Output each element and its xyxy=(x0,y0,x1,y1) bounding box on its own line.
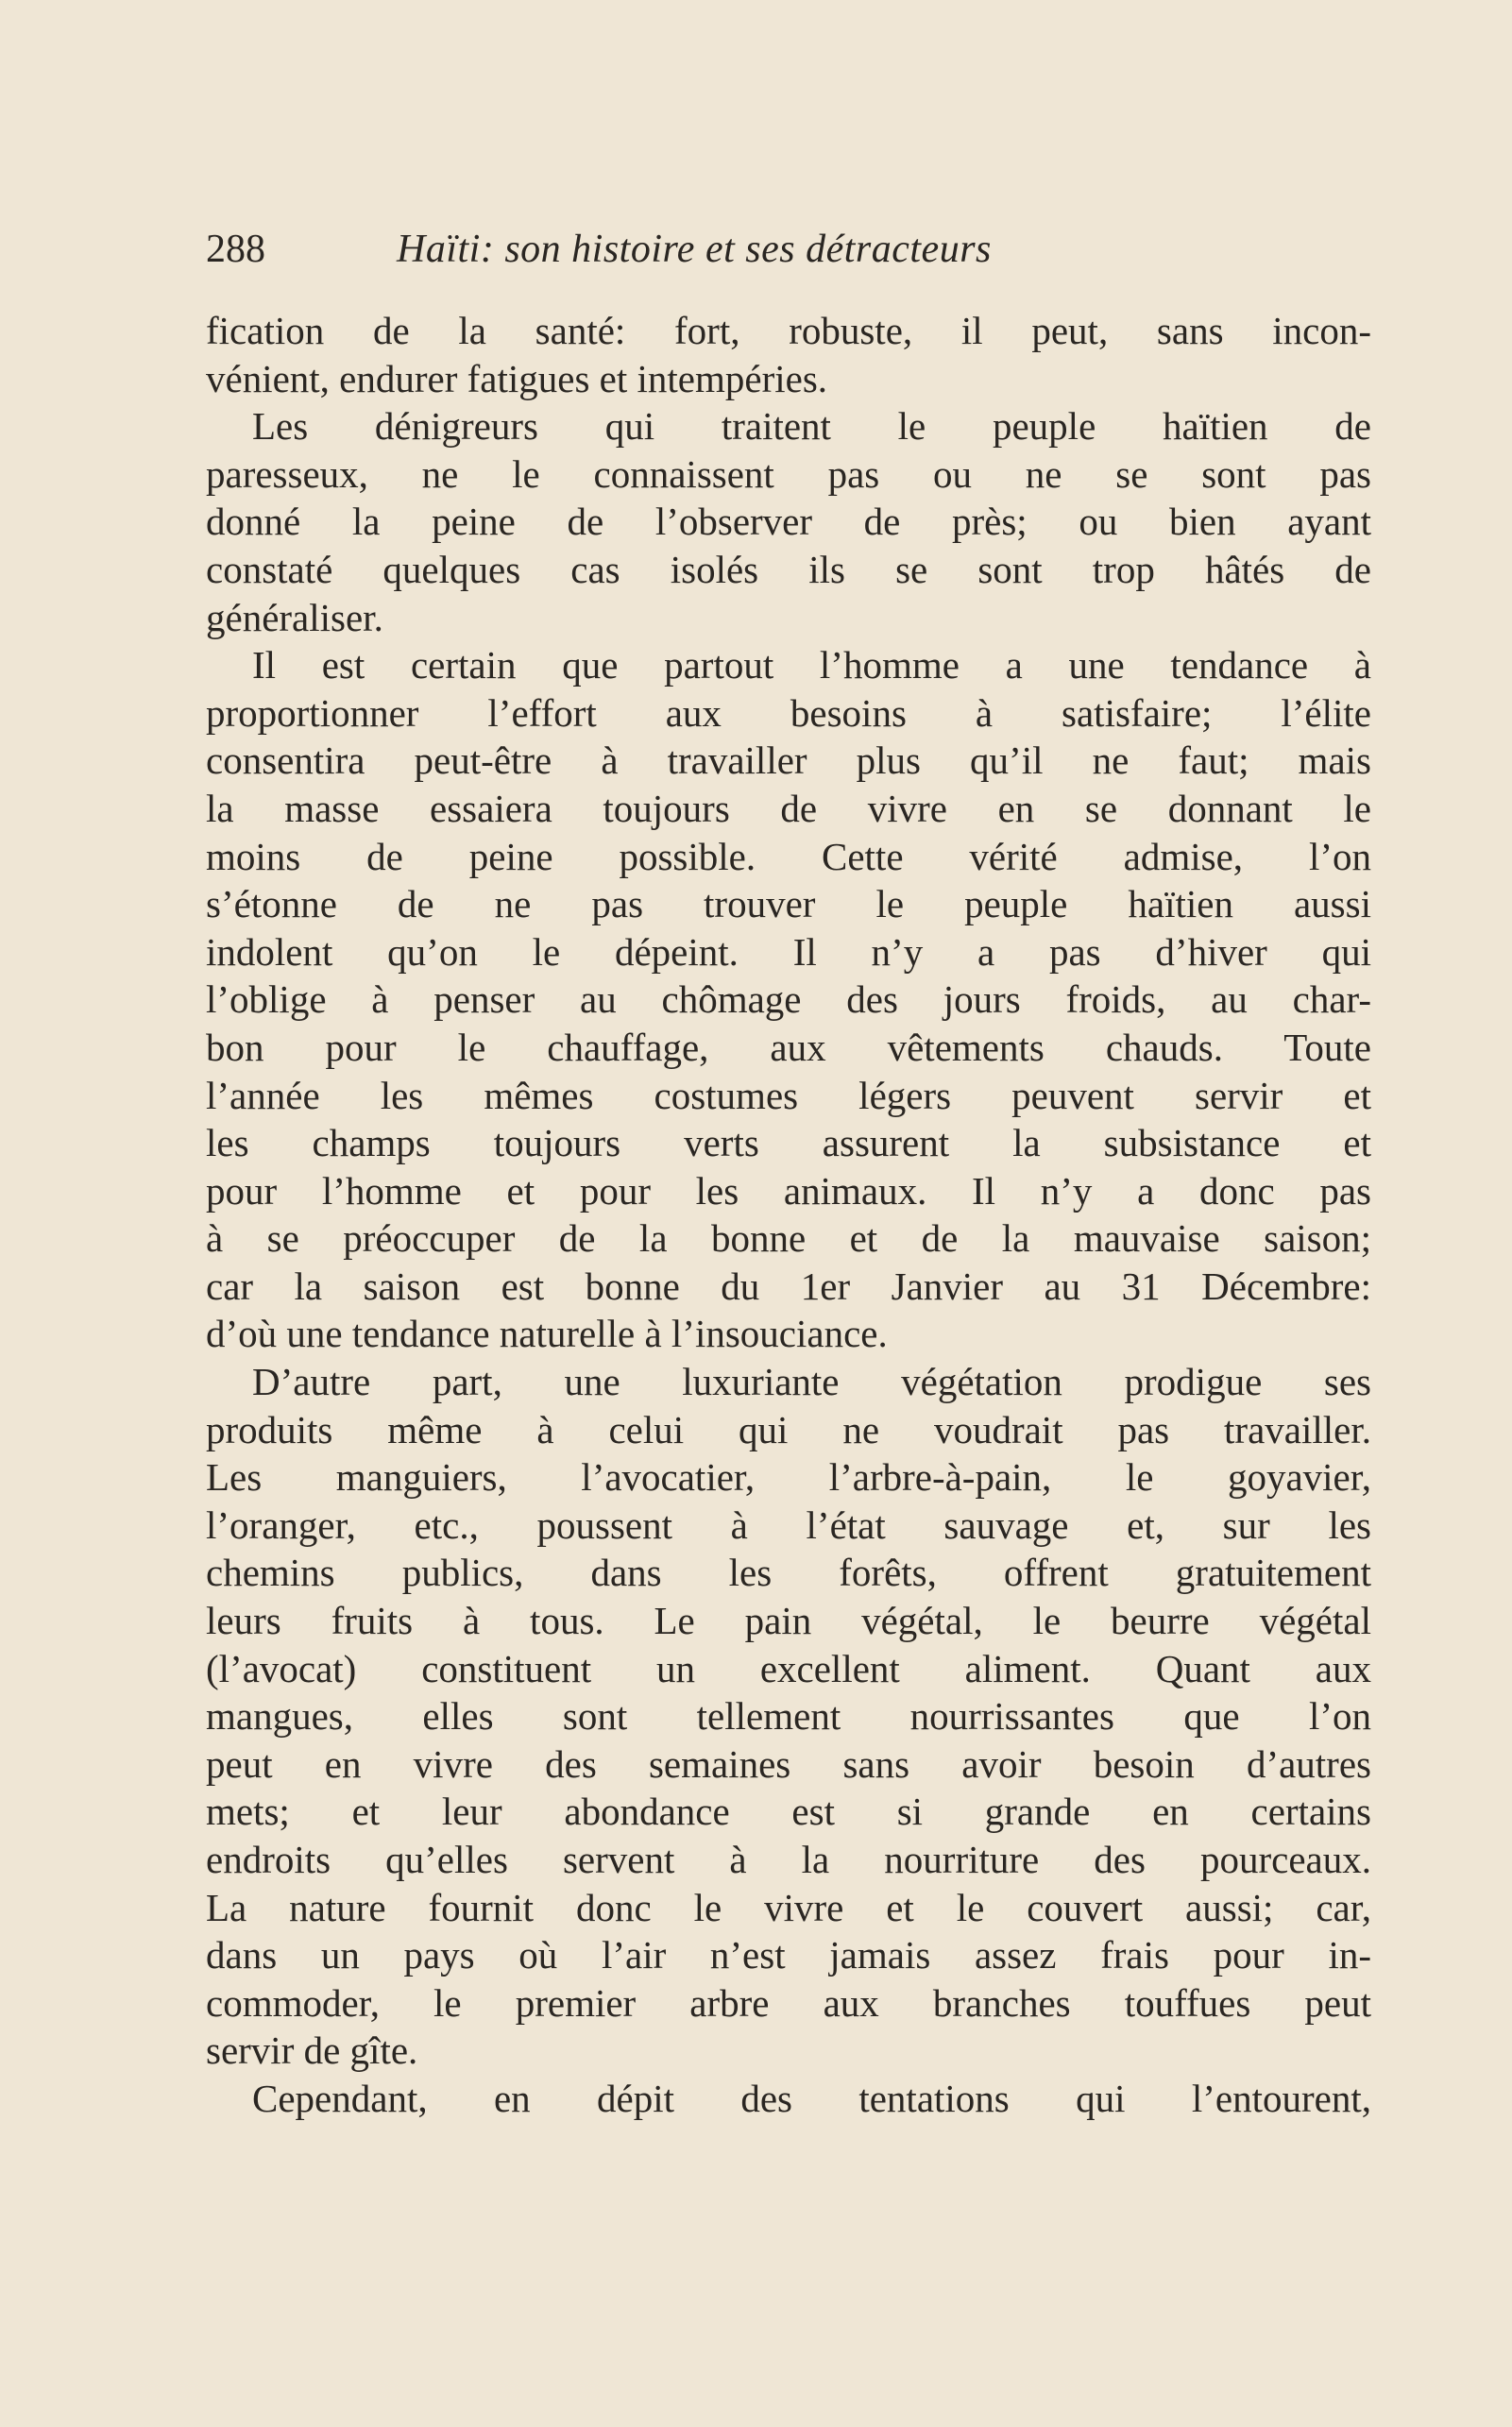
text-line-content: produits même à celui qui ne voudrait pas travailler. xyxy=(206,1407,1371,1451)
text-line xyxy=(206,1597,1371,1645)
text-line-content: D’autre part, une luxuriante végétation prodigue ses xyxy=(252,1360,1371,1404)
text-line-content: d’où une tendance naturelle à l’insouciance. xyxy=(206,1312,888,1356)
text-line xyxy=(206,1884,1371,1932)
text-line xyxy=(206,1788,1371,1836)
text-line-content: l’oblige à penser au chômage des jours froids, au char- xyxy=(206,977,1371,1022)
text-line xyxy=(206,307,1371,355)
text-line xyxy=(206,1072,1371,1120)
text-line xyxy=(206,1740,1371,1789)
text-line xyxy=(206,1024,1371,1072)
text-line xyxy=(206,1645,1371,1693)
text-line-content: l’année les mêmes costumes légers peuvent servir et xyxy=(206,1073,1371,1117)
text-line-content: l’oranger, etc., poussent à l’état sauvage et, sur les xyxy=(206,1502,1371,1547)
text-line-content: consentira peut-être à travailler plus qu’il ne faut; mais xyxy=(206,738,1371,783)
text-line xyxy=(206,1549,1371,1597)
text-line xyxy=(206,1263,1371,1311)
running-title: Haïti: son histoire et ses détracteurs xyxy=(397,228,992,271)
text-line xyxy=(206,641,1371,689)
text-line xyxy=(206,2027,1371,2075)
text-line xyxy=(206,1453,1371,1502)
text-line xyxy=(206,1358,1371,1406)
text-line-content: servir de gîte. xyxy=(206,2028,418,2073)
text-line-content: paresseux, ne le connaissent pas ou ne se sont pas xyxy=(206,451,1371,496)
text-line-content: moins de peine possible. Cette vérité admise, l’on xyxy=(206,834,1371,878)
text-line-content: proportionner l’effort aux besoins à satisfaire; l’élite xyxy=(206,690,1371,735)
text-line-content: mets; et leur abondance est si grande en certains xyxy=(206,1790,1371,1834)
text-line-content: donné la peine de l’observer de près; ou bien ayant xyxy=(206,500,1371,544)
text-line-content: La nature fournit donc le vivre et le couvert aussi; car, xyxy=(206,1885,1371,1929)
text-line-content: endroits qu’elles servent à la nourriture des pourceaux. xyxy=(206,1838,1371,1881)
text-line-content: bon pour le chauffage, aux vêtements chauds. Toute xyxy=(206,1025,1371,1069)
text-line xyxy=(206,450,1371,499)
text-line xyxy=(206,1979,1371,2028)
text-line xyxy=(206,976,1371,1024)
text-line xyxy=(206,402,1371,450)
text-line xyxy=(206,689,1371,738)
text-line-content: commoder, le premier arbre aux branches touffues peut xyxy=(206,1980,1371,2025)
text-line-content: constaté quelques cas isolés ils se sont trop hâtés de xyxy=(206,547,1371,591)
text-line xyxy=(206,1692,1371,1740)
text-line xyxy=(206,1119,1371,1167)
text-line xyxy=(206,1310,1371,1358)
text-line-content: les champs toujours verts assurent la subsistance et xyxy=(206,1121,1371,1165)
text-line xyxy=(206,1836,1371,1884)
text-line-content: chemins publics, dans les forêts, offrent gratuitement xyxy=(206,1551,1371,1595)
text-line-content: dans un pays où l’air n’est jamais assez frais pour in- xyxy=(206,1933,1371,1977)
text-line xyxy=(206,737,1371,785)
text-line xyxy=(206,498,1371,546)
text-line xyxy=(206,928,1371,976)
text-line xyxy=(206,1406,1371,1454)
text-line-content: Cependant, en dépit des tentations qui l’entourent, xyxy=(252,2076,1371,2120)
text-line xyxy=(206,1214,1371,1263)
text-line-content: la masse essaiera toujours de vivre en se donnant le xyxy=(206,786,1371,830)
text-line-content: Il est certain que partout l’homme a une tendance à xyxy=(252,643,1371,687)
text-line-content: Les dénigreurs qui traitent le peuple haïtien de xyxy=(252,404,1371,449)
text-line-content: pour l’homme et pour les animaux. Il n’y a donc pas xyxy=(206,1168,1371,1213)
text-line xyxy=(206,1167,1371,1215)
text-line-content: (l’avocat) constituent un excellent aliment. Quant aux xyxy=(206,1646,1371,1690)
text-line-content: s’étonne de ne pas trouver le peuple haïtien aussi xyxy=(206,882,1371,926)
text-line-content: mangues, elles sont tellement nourrissantes que l’on xyxy=(206,1694,1371,1739)
text-line-content: car la saison est bonne du 1er Janvier au 31 Décembre: xyxy=(206,1264,1371,1308)
body-text xyxy=(206,307,1371,2123)
text-line xyxy=(206,546,1371,594)
text-line-content: fication de la santé: fort, robuste, il peut, sans incon- xyxy=(206,309,1371,352)
text-line xyxy=(206,1931,1371,1979)
text-line xyxy=(206,1502,1371,1550)
text-line xyxy=(206,880,1371,928)
text-line xyxy=(206,2075,1371,2123)
text-line-content: indolent qu’on le dépeint. Il n’y a pas d’hiver qui xyxy=(206,929,1371,974)
page-number: 288 xyxy=(206,228,265,271)
text-line-content: peut en vivre des semaines sans avoir besoin d’autres xyxy=(206,1741,1371,1786)
text-line-content: à se préoccuper de la bonne et de la mauvaise saison; xyxy=(206,1216,1371,1261)
text-line xyxy=(206,833,1371,881)
text-line-content: généraliser. xyxy=(206,595,383,639)
text-line-content: leurs fruits à tous. Le pain végétal, le beurre végétal xyxy=(206,1599,1371,1643)
text-line xyxy=(206,785,1371,833)
running-header xyxy=(206,227,1377,280)
text-line-content: Les manguiers, l’avocatier, l’arbre-à-pain, le goyavier, xyxy=(206,1455,1371,1500)
text-line xyxy=(206,355,1371,403)
text-line xyxy=(206,594,1371,642)
text-line-content: vénient, endurer fatigues et intempéries. xyxy=(206,356,828,400)
